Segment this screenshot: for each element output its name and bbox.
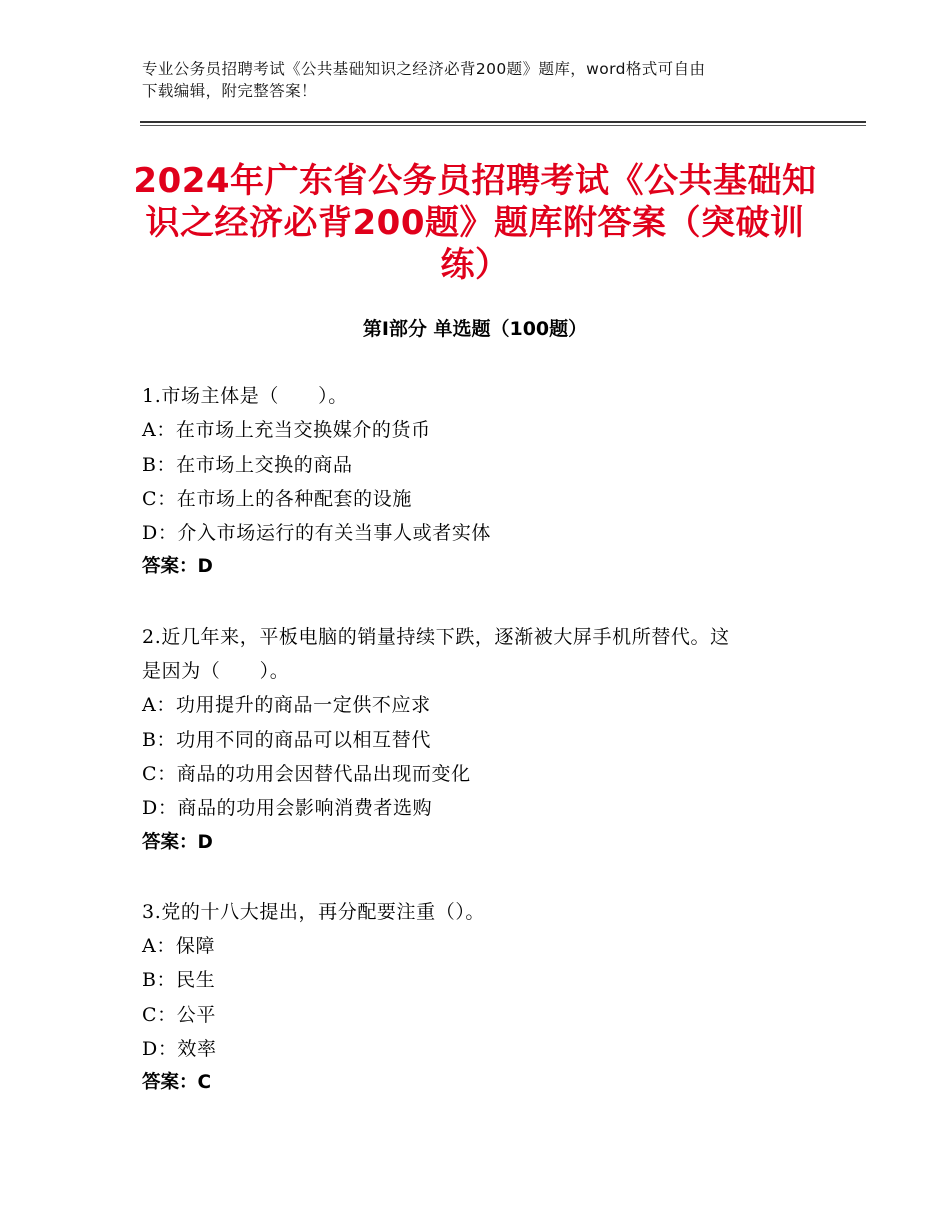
header-note-line-2: 下载编辑，附完整答案！ <box>142 82 317 100</box>
option-c: C：商品的功用会因替代品出现而变化 <box>142 762 471 785</box>
question-stem-line: 2.近几年来，平板电脑的销量持续下跌，逐渐被大屏手机所替代。这 <box>142 625 730 648</box>
option-d: D：商品的功用会影响消费者选购 <box>142 797 433 820</box>
header-note-line-1: 专业公务员招聘考试《公共基础知识之经济必背200题》题库，word格式可自由 <box>142 60 706 78</box>
document-title <box>130 160 820 286</box>
question-stem-line: 3.党的十八大提出，再分配要注重（）。 <box>142 900 486 923</box>
answer-label: 答案：C <box>142 1072 212 1094</box>
question-2 <box>142 620 822 860</box>
title-line-3: 练） <box>440 245 510 285</box>
option-d: D：介入市场运行的有关当事人或者实体 <box>142 522 492 545</box>
header-note <box>142 58 812 102</box>
header-divider-thick <box>140 121 866 123</box>
option-b: B：民生 <box>142 969 216 992</box>
question-stem <box>142 895 822 929</box>
question-stem <box>142 620 822 689</box>
option-b: B：在市场上交换的商品 <box>142 453 353 476</box>
title-line-1: 2024年广东省公务员招聘考试《公共基础知 <box>133 161 817 201</box>
title-line-2: 识之经济必背200题》题库附答案（突破训 <box>145 203 805 243</box>
option-a: A：功用提升的商品一定供不应求 <box>142 694 431 717</box>
question-1 <box>142 379 822 585</box>
question-stem-line: 是因为（ ）。 <box>142 660 290 683</box>
answer-label: 答案：D <box>142 831 213 853</box>
question-list <box>142 379 822 1136</box>
option-a: A：保障 <box>142 935 216 958</box>
header-divider-thin <box>140 125 866 126</box>
option-c: C：在市场上的各种配套的设施 <box>142 487 412 510</box>
option-d: D：效率 <box>142 1038 217 1061</box>
section-heading: 第Ⅰ部分 单选题（100题） <box>362 318 588 340</box>
option-a: A：在市场上充当交换媒介的货币 <box>142 419 431 442</box>
question-stem <box>142 379 822 413</box>
question-stem-line: 1.市场主体是（ ）。 <box>142 385 348 407</box>
answer-label: 答案：D <box>142 556 213 578</box>
question-3 <box>142 895 822 1101</box>
option-b: B：功用不同的商品可以相互替代 <box>142 728 431 751</box>
option-c: C：公平 <box>142 1003 216 1026</box>
